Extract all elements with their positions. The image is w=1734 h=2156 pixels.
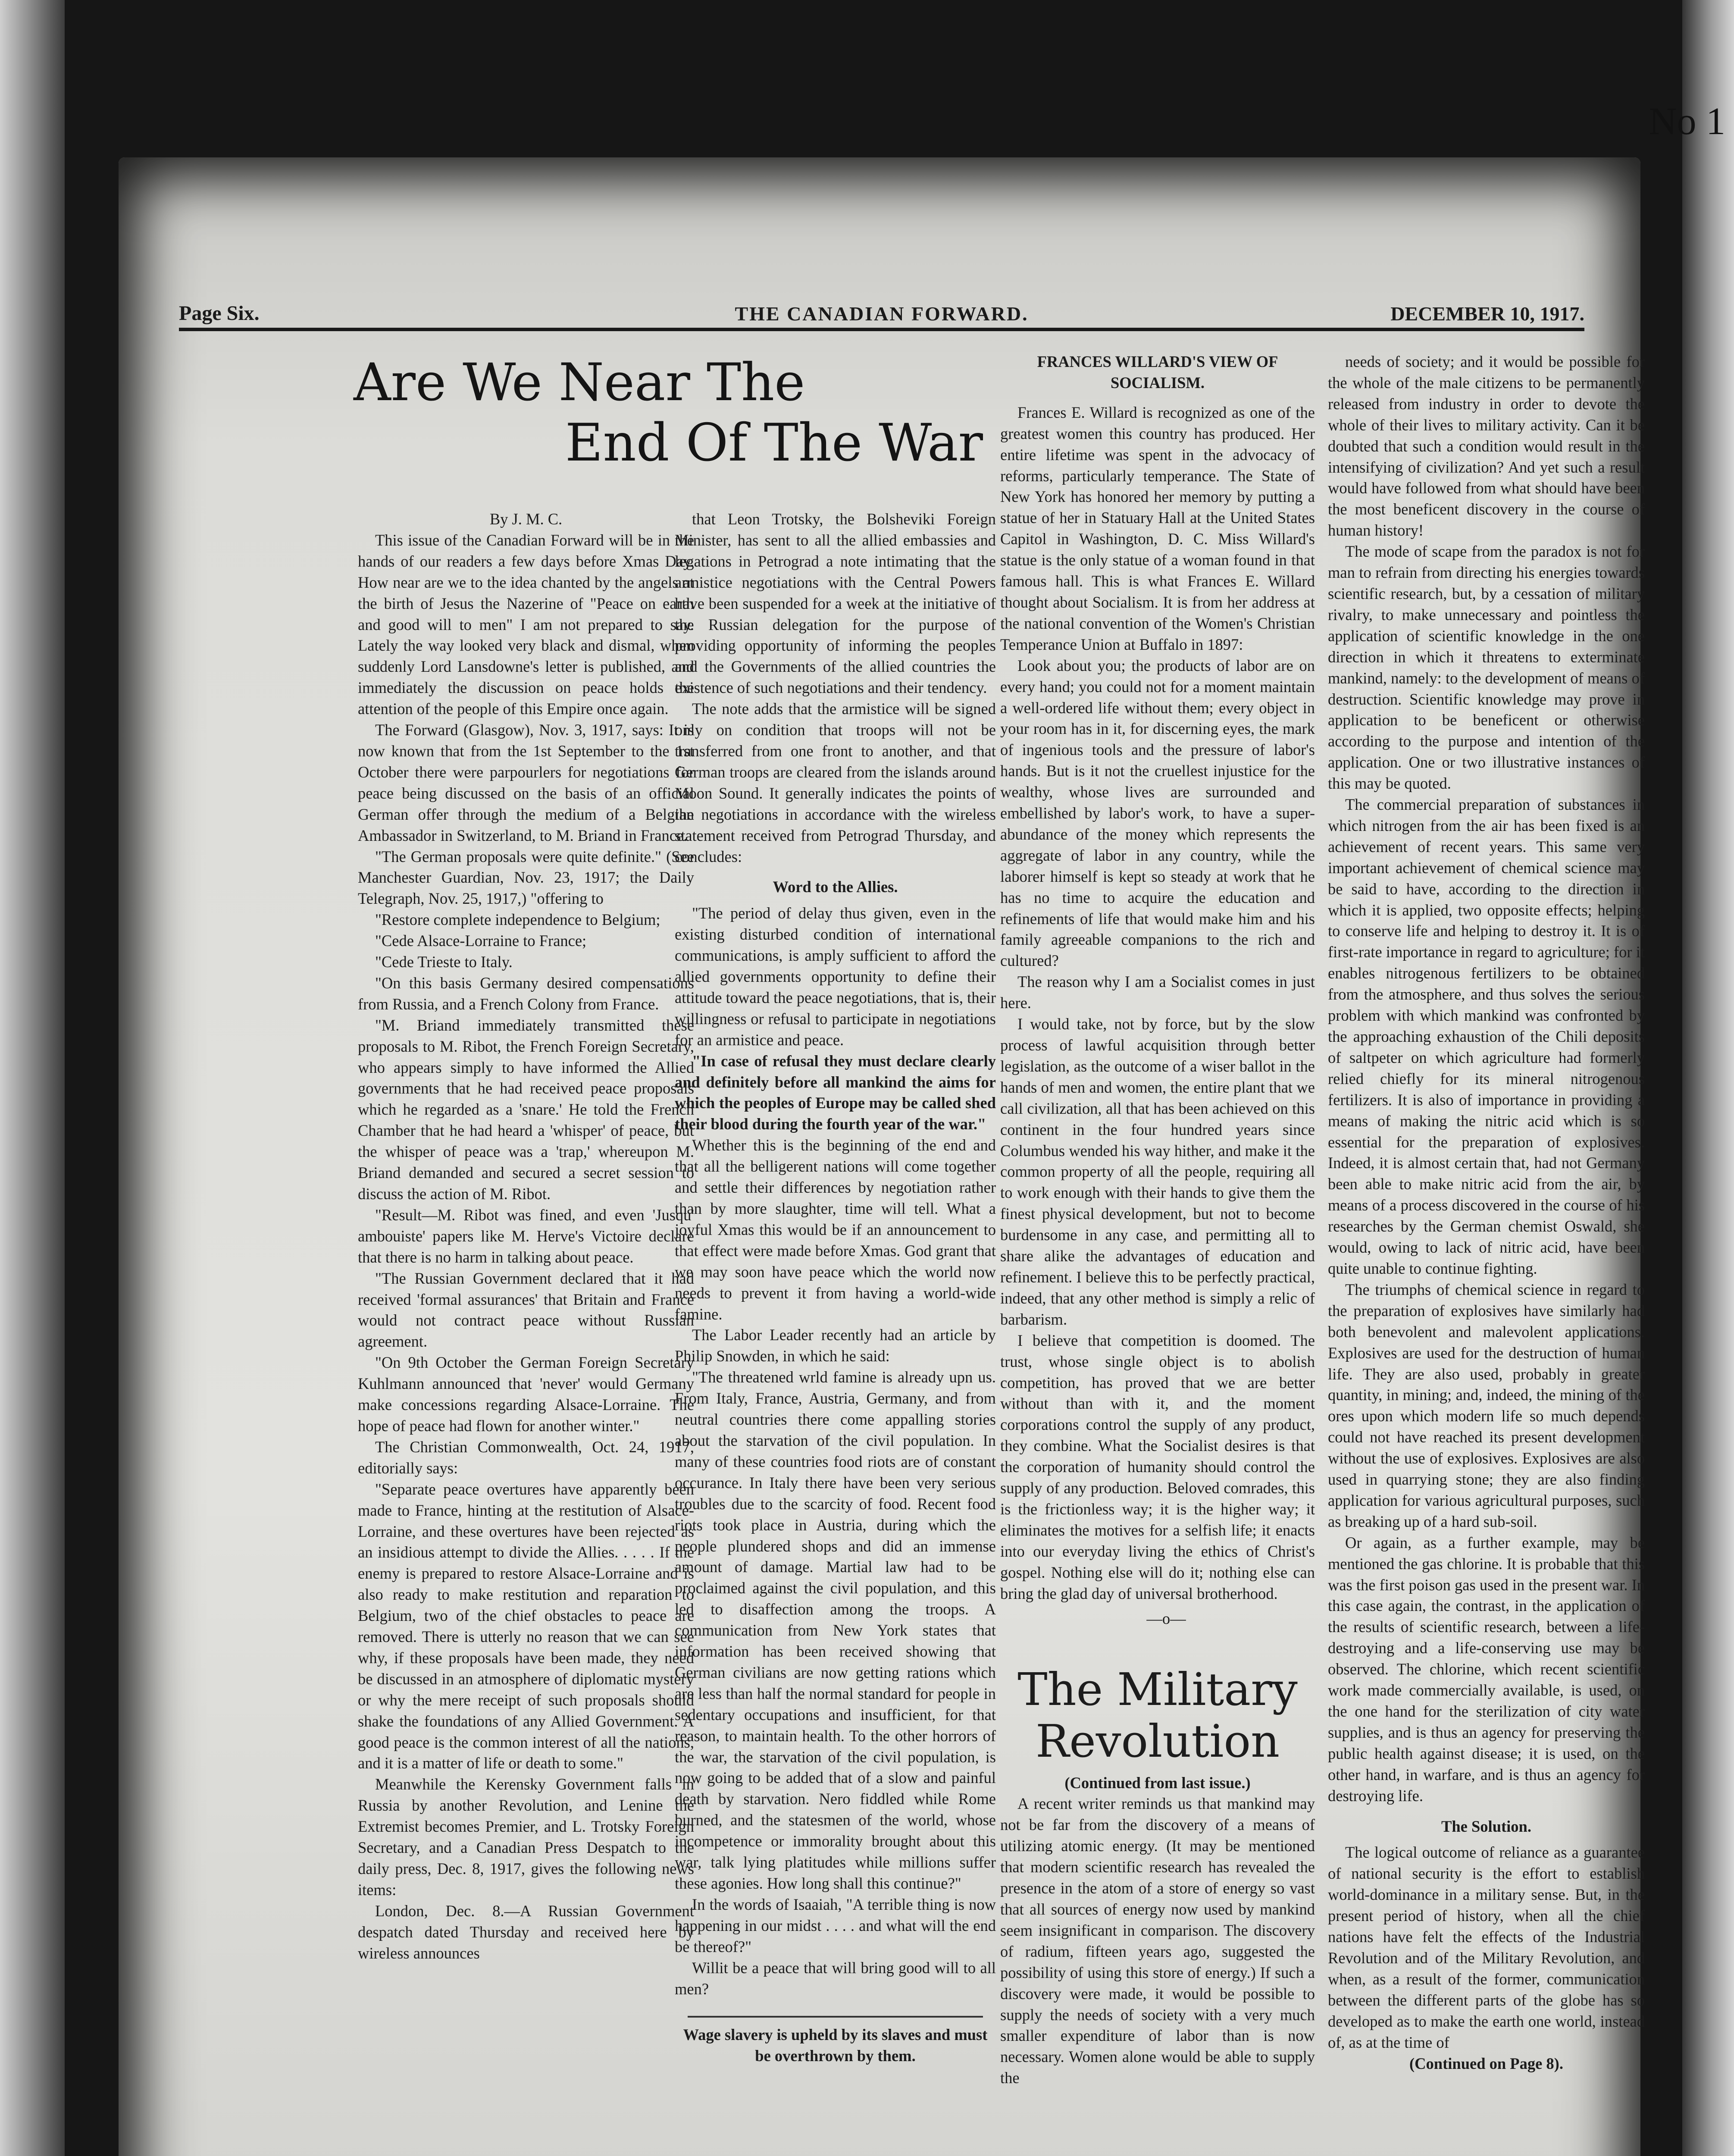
paragraph: I would take, not by force, but by the slow process of lawful acquisition through better legislation, as the outcome of a wiser ballot in the hands of men and women, the entire plant that we call civilization, all that has been achieved on this continent in the four hundred years since Columbus wended his way hither, and make it the common property of all the people, requiring all to work enough with their hands to give them the finest physical development, but not to become burdensome in any case, and permitting all to share alike the advantages of education and refinement. I believe this to be perfectly practical, indeed, that any other method is simply a relic of barbarism. <box>1000 1015 1315 1328</box>
paragraph: This issue of the Canadian Forward will be in the hands of our readers a few days before Xmas Day. How near are we to the idea chanted by the angels at the birth of Jesus the Nazerine of "Peace on earth and good will to men" I am not prepared to say. Lately the way looked very black and dismal, when suddenly Lord Lansdowne's letter is published, and immediately the discussion on peace holds the attention of the people of this Empire once again. <box>358 531 694 718</box>
paragraph: The reason why I am a Socialist comes in just here. <box>1000 973 1315 1012</box>
paragraph: "The threatened wrld famine is already upn us. From Italy, France, Austria, Germany, and from neutral countries there come appalling stories about the starvation of the civil population. In many of these countries food riots are of constant occurance. In Italy there have been very serious troubles due to the scarcity of food. Recent food riots took place in Austria, during which the people plundered shops and did an immense amount of damage. Martial law had to be proclaimed against the civil population, and this led to disaffection among the troops. A communication from New York states that information has been received showing that German civilians are now getting rations which are less than half the normal standard for people in sedentary occupations and insufficient, for that reason, to maintain health. To the other horrors of the war, the starvation of the civil population, is now going to be added that of a slow and painful death by starvation. Nero fiddled while Rome burned, and the statesmen of the world, whose incompetence or immorality brought about this war, talk lying platitudes while millions suffer these agonies. How long shall this continue?" <box>675 1368 996 1892</box>
paragraph: The triumphs of chemical science in regard to the preparation of explosives have similarly had both benevolent and malevolent applications. Explosives are used for the destruction of human life. They are also used, probably in greater quantity, in mining; and, indeed, the mining of the ores upon which modern life so much depends could not have reached its present development without the use of explosives. Explosives are also used in quarrying stone; they are also finding application for various agricultural purposes, such as breaking up of a hard sub-soil. <box>1328 1280 1645 1530</box>
column-1 <box>358 509 694 1964</box>
paragraph: "The German proposals were quite definite." (See Manchester Guardian, Nov. 23, 1917; the Daily Telegraph, Nov. 25, 1917,) "offering to <box>358 847 694 908</box>
column-2 <box>675 509 996 2067</box>
subhead-the-solution: The Solution. <box>1441 1817 1531 1835</box>
paragraph: Or again, as a further example, may be mentioned the gas chlorine. It is probable that this was the first poison gas used in the present war. In this case again, the contrast, in the application of the results of scientific research, between a life-destroying and a life-conserving use may be observed. The chlorine, which recent scientific work made commercially available, is used, on the one hand for the sterilization of city water supplies, and is thus an agency for preserving the public health against disease; it is used, on the other hand, in warfare, and is thus an agency for destroying life. <box>1328 1533 1645 1805</box>
article-headline-military-revolution <box>1000 1664 1315 1767</box>
paragraph: Meanwhile the Kerensky Government falls in Russia by another Revolution, and Lenine the Extremist becomes Premier, and L. Trotsky Foreign Secretary, and a Canadian Press Despatch to the daily press, Dec. 8, 1917, gives the following news items: <box>358 1775 694 1899</box>
paragraph: "On this basis Germany desired compensations from Russia, and a French Colony from France. <box>358 974 694 1013</box>
byline: By J. M. C. <box>489 510 563 528</box>
paragraph: "The period of delay thus given, even in the existing disturbed condition of international communications, is amply sufficient to afford the allied governments opportunity to define their attitude toward the peace negotiations, that is, their willingness or refusal to participate in negotiations for an armistice and peace. <box>675 904 996 1049</box>
headline-military-line-1: The Military <box>1017 1663 1298 1716</box>
headline-line-1: Are We Near The <box>354 353 805 413</box>
column-2-body-b <box>675 903 996 1050</box>
paragraph: Frances E. Willard is recognized as one of the greatest women this country has produced. Her entire lifetime was spent in the advocacy of reforms, particularly temperance. The State of New York has honored her memory by putting a statue of her in Statuary Hall at the United States Capitol in Washington, D. C. Miss Willard's statue is the only statue of a woman found in that famous hall. This is what Frances E. Willard thought about Socialism. It is from her address at the national convention of the Women's Christian Temperance Union at Buffalo in 1897: <box>1000 403 1315 653</box>
page-number: Page Six. <box>179 302 260 325</box>
column-2-body-a <box>675 509 996 867</box>
paragraph: "Result—M. Ribot was fined, and even 'Jusqu' ambouiste' papers like M. Herve's Victoire declare that there is no harm in talking about peace. <box>358 1206 694 1266</box>
paragraph: The Christian Commonwealth, Oct. 24, 1917, editorially says: <box>358 1438 694 1477</box>
headline-military-line-2: Revolution <box>1035 1714 1280 1767</box>
column-1-body <box>358 530 694 1964</box>
divider-rule <box>688 2016 983 2018</box>
paragraph: "M. Briand immediately transmitted these proposals to M. Ribot, the French Foreign Secretary, who appears simply to have informed the Allied governments that he had received peace proposals which he regarded as a 'snare.' He told the French Chamber that he had heard a 'whisper' of peace, but the whisper of peace was a 'trap,' whereupon M. Briand demanded and secured a secret session to discuss the action of M. Ribot. <box>358 1016 694 1203</box>
paragraph: that Leon Trotsky, the Bolsheviki Foreign Minister, has sent to all the allied embassies and legations in Petrograd a note intimating that the armistice negotiations with the Central Powers have been suspended for a week at the initiative of the Russian delegation for the purpose of providing opportunity of informing the peoples and the Governments of the allied countries the existence of such negotiations and their tendency. <box>675 510 996 697</box>
paragraph: I believe that competition is doomed. The trust, whose single object is to abolish competition, has proved that we are better without than with it, and the moment corporations control the supply of any product, they combine. What the Socialist desires is that the corporation of humanity should control the supply of any production. Beloved comrades, this is the frictionless way; it is the higher way; it eliminates the motives for a selfish life; it enacts into our everyday living the ethics of Christ's gospel. Nothing else will do it; nothing else can bring the glad day of universal brotherhood. <box>1000 1331 1315 1602</box>
article-headline-peace <box>354 351 983 494</box>
bold-paragraph: "In case of refusal they must declare clearly and definitely before all mankind the aims for which the peoples of Europe may be called shed their blood during the fourth year of the war." <box>675 1052 996 1133</box>
paragraph: The mode of scape from the paradox is not for man to refrain from directing his energies towards scientific research, but, by a cessation of military rivalry, to make unnecessary and pointless the application of scientific knowledge in the one direction in which it threatens to exterminate mankind, namely: to the development of means of destruction. Scientific knowledge may prove in application to be beneficent or otherwise according to the purpose and intention of the application. One or two illustrative instances of this may be quoted. <box>1328 542 1645 793</box>
military-body-col4-b <box>1328 1842 1645 2053</box>
column-3 <box>1000 351 1315 2089</box>
film-margin-right <box>1682 0 1734 2156</box>
subhead-word-to-allies: Word to the Allies. <box>773 878 898 896</box>
paragraph: Whether this is the beginning of the end and that all the belligerent nations will come together and settle their differences by negotiation rather than by more slaughter, time will tell. What a joyful Xmas this would be if an announcement to that effect were made before Xmas. God grant that we may soon have peace which the world now needs to prevent it from having a world-wide famine. <box>675 1136 996 1323</box>
paragraph: "Separate peace overtures have apparently been made to France, hinting at the restitution of Alsace-Lorraine, and these overtures have been rejected as an insidious attempt to divide the Allies. . . . . If the enemy is prepared to restore Alsace-Lorraine and is also ready to make restitution and reparation to Belgium, two of the chief obstacles to peace are removed. There is utterly no reason that we can see why, if these proposals have been made, they need be discussed in an atmosphere of diplomatic mystery or why the mere receipt of such proposals should shake the foundations of any Allied Government. A good peace is the common interest of all the nations, and it is a matter of life or death to some." <box>358 1480 694 1772</box>
paragraph: A recent writer reminds us that mankind may not be far from the discovery of a means of utilizing atomic energy. (It may be mentioned that modern scientific research has revealed the presence in the atom of a store of energy so vast that all sources of energy now used by mankind seem insignificant in comparison. The discovery of radium, fifteen years ago, suggested the possibility of using this store of energy.) If such a discovery were made, it would be possible to supply the needs of society with a very much smaller expenditure of labor than is now necessary. Women alone would be able to supply the <box>1000 1795 1315 2087</box>
masthead: THE CANADIAN FORWARD. <box>735 303 1029 325</box>
paragraph: The Labor Leader recently had an article by Philip Snowden, in which he said: <box>675 1326 996 1365</box>
article-title-willard: FRANCES WILLARD'S VIEW OF SOCIALISM. <box>1037 353 1278 392</box>
paragraph: The Forward (Glasgow), Nov. 3, 1917, says: It is now known that from the 1st September to the 1st October there were parpourlers for negotiations for peace being discussed on the basis of an official German offer through the medium of a Belgian Ambassador in Switzerland, to M. Briand in France. <box>358 721 694 844</box>
paragraph: "Cede Trieste to Italy. <box>375 953 513 971</box>
paragraph: "Cede Alsace-Lorraine to France; <box>375 932 587 950</box>
paragraph: needs of society; and it would be possible for the whole of the male citizens to be permanently released from industry in order to devote the whole of their lives to military activity. Can it be doubted that such a condition would result in the intensifying of civilization? And yet such a result would have followed from what should have been the most beneficent discovery in the course of human history! <box>1328 353 1645 539</box>
column-2-body-c <box>675 1135 996 1999</box>
paragraph: Willit be a peace that will bring good will to all men? <box>675 1959 996 1998</box>
paragraph: London, Dec. 8.—A Russian Government despatch dated Thursday and received here by wireless announces <box>358 1902 694 1962</box>
paragraph: Look about you; the products of labor are on every hand; you could not for a moment maintain a well-ordered life without them; every object in your room has in it, for discerning eyes, the mark of ingenious tools and the pressure of labor's hands. But is it not the cruellest injustice for the wealthy, whose lives are surrounded and embellished by labor's work, to have a super-abundance of the money which represents the aggregate of labor in any country, while the laborer himself is kept so steady at work that he has no time to acquire the education and refinements of life that would make him and his family agreeable companions to the rich and cultured? <box>1000 656 1315 970</box>
paragraph: "Restore complete independence to Belgium; <box>375 911 660 929</box>
issue-date: DECEMBER 10, 1917. <box>1390 303 1584 325</box>
continued-from-note: (Continued from last issue.) <box>1064 1774 1251 1792</box>
slogan-caption: Wage slavery is upheld by its slaves and must be overthrown by them. <box>683 2026 988 2065</box>
film-margin-left <box>0 0 65 2156</box>
paragraph: The logical outcome of reliance as a guarantee of national security is the effort to establish world-dominance in a military sense. But, in the present period of history, when all the chief nations have felt the effects of the Industrial Revolution and of the Military Revolution, and when, as a result of the former, communication between the different parts of the globe has so developed as to make the earth one world, instead of, as at the time of <box>1328 1843 1645 2051</box>
military-body-col3 <box>1000 1793 1315 2089</box>
willard-body <box>1000 402 1315 1604</box>
headline-line-2: End Of The War <box>565 413 983 473</box>
paragraph: "On 9th October the German Foreign Secretary Kuhlmann announced that 'never' would Germany make concessions regarding Alsace-Lorraine. The hope of peace had flown for another winter." <box>358 1354 694 1435</box>
article-separator: —o— <box>1146 1610 1186 1628</box>
paragraph: "The Russian Government declared that it had received 'formal assurances' that Britain and France would not contract peace without Russian agreement. <box>358 1269 694 1351</box>
paragraph: In the words of Isaaiah, "A terrible thing is now happening in our midst . . . . and what will the end be thereof?" <box>675 1895 996 1955</box>
corner-mark: No 1 <box>1649 100 1725 143</box>
column-4 <box>1328 351 1645 2074</box>
paragraph: The commercial preparation of substances in which nitrogen from the air has been fixed is an achievement of recent years. This same very important achievement of chemical science may be said to have, according to the direction in which it is applied, two opposite effects; helping to conserve life and helping to destroy it. It is of first-rate importance in regard to agriculture; for it enables nitrogenous fertilizers to be obtained from the atmosphere, and thus solves the serious problem with which mankind was confronted by the approaching exhaustion of the Chili deposits of saltpeter on which agriculture had formerly relied chiefly for its mineral nitrogenous fertilizers. It is also of importance in providing a means of making the nitric acid which is so essential for the preparation of explosives. Indeed, it is almost certain that, had not Germany been able to make nitric acid from the air, by means of a process discovered in the course of his researches by the German chemist Oswald, she would, owing to lack of nitric acid, have been quite unable to continue fighting. <box>1328 796 1645 1277</box>
continued-on-note: (Continued on Page 8). <box>1409 2054 1563 2072</box>
page-header <box>179 302 1584 331</box>
military-body-col4 <box>1328 351 1645 1807</box>
paragraph: The note adds that the armistice will be signed only on condition that troops will not be transferred from one front to another, and that German troops are cleared from the islands around Moon Sound. It generally indicates the points of the negotiations in accordance with the wireless statement received from Petrograd Thursday, and concludes: <box>675 700 996 865</box>
